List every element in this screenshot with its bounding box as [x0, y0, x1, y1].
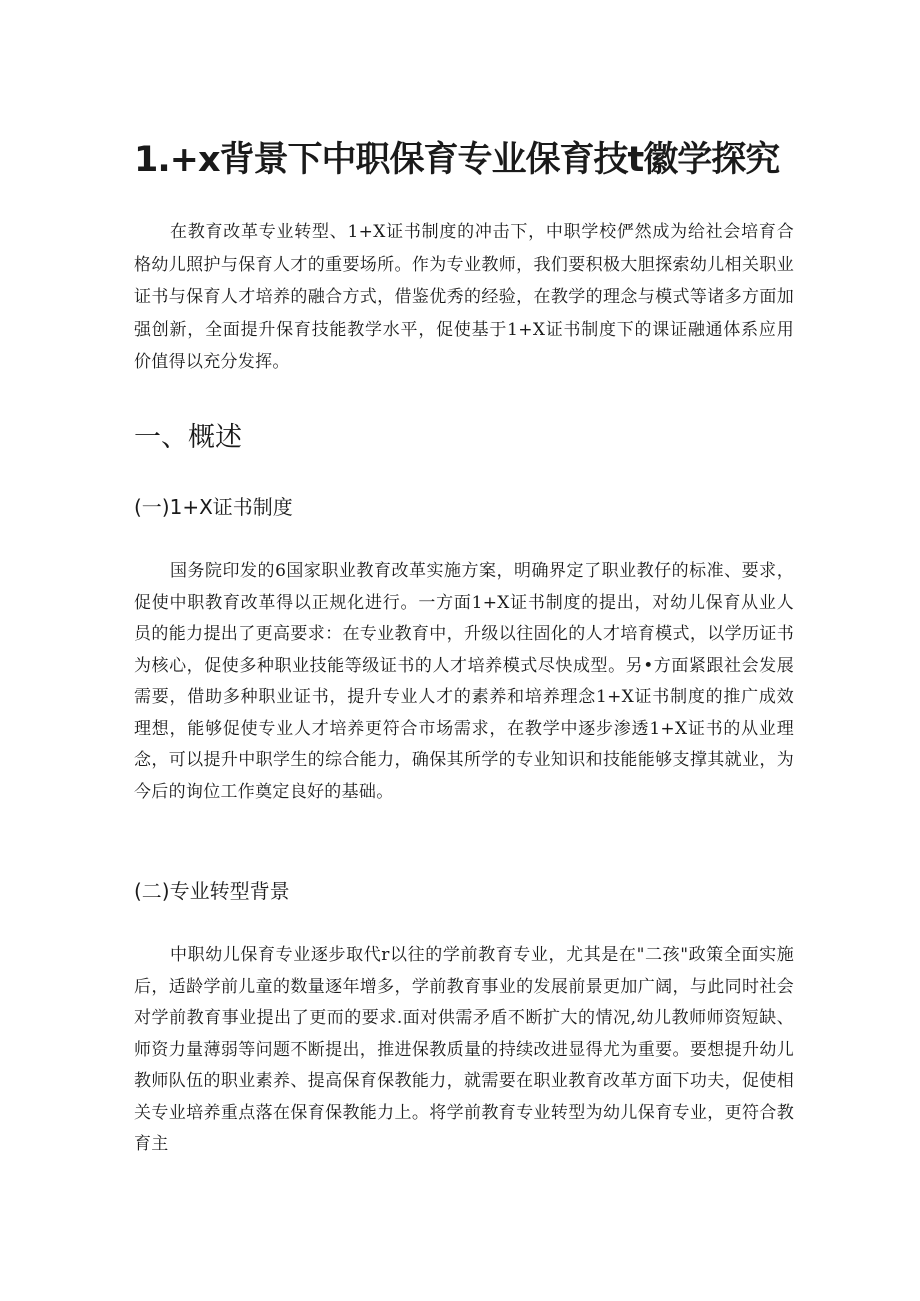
intro-paragraph: 在教育改革专业转型、1+X证书制度的冲击下，中职学校俨然成为给社会培育合格幼儿照护与保育人才的重要场所。作为专业教师，我们要积极大胆探索幼儿相关职业证书与保育人才培养的融合方式，借鉴优秀的经验，在教学的理念与模式等诸多方面加强创新，全面提升保育技能教学水平，促使基于1+X证书制度下的课证融通体系应用价值得以充分发挥。: [134, 222, 794, 372]
subsection-transformation-background: [134, 940, 794, 1161]
subsection-paragraph: 国务院印发的6国家职业教育改革实施方案，明确界定了职业教仔的标准、要求，促使中职教育改革得以正规化进行。一方面1+X证书制度的提出，对幼儿保育从业人员的能力提出了更高要求：在专业教育中，升级以往固化的人才培育模式，以学历证书为核心，促使多种职业技能等级证书的人才培养模式尽快成型。另•方面紧跟社会发展需要，借助多种职业证书，提升专业人才的素养和培养理念1+X证书制度的推广成效理想，能够促使专业人才培养更符合市场需求，在教学中逐步渗透1+X证书的从业理念，可以提升中职学生的综合能力，确保其所学的专业知识和技能能够支撑其就业，为今后的询位工作奠定良好的基础。: [134, 561, 794, 802]
subsection-heading-certificate-system: (一)1+X证书制度: [134, 495, 293, 519]
subsection-heading-transformation-background: (二)专业转型背景: [134, 879, 290, 903]
subsection-certificate-system: [134, 556, 794, 808]
document-title: 1.+x背景下中职保育专业保育技t徽学探究: [134, 140, 780, 180]
intro-section: [134, 216, 794, 379]
subsection-paragraph: 中职幼儿保育专业逐步取代r以往的学前教育专业，尤其是在"二孩"政策全面实施后，适龄学前儿童的数量逐年增多，学前教育事业的发展前景更加广阔，与此同时社会对学前教育事业提出了更而的要求.面对供需矛盾不断扩大的情况,幼儿教师师资短缺、师资力量薄弱等问题不断提出，推进保教质量的持续改进显得尤为重要。要想提升幼儿教师队伍的职业素养、提高保育保教能力，就需要在职业教育改革方面下功夫，促使相关专业培养重点落在保育保教能力上。将学前教育专业转型为幼儿保育专业，更符合教育主: [134, 945, 794, 1154]
section-heading-overview: 一、概述: [134, 422, 242, 453]
